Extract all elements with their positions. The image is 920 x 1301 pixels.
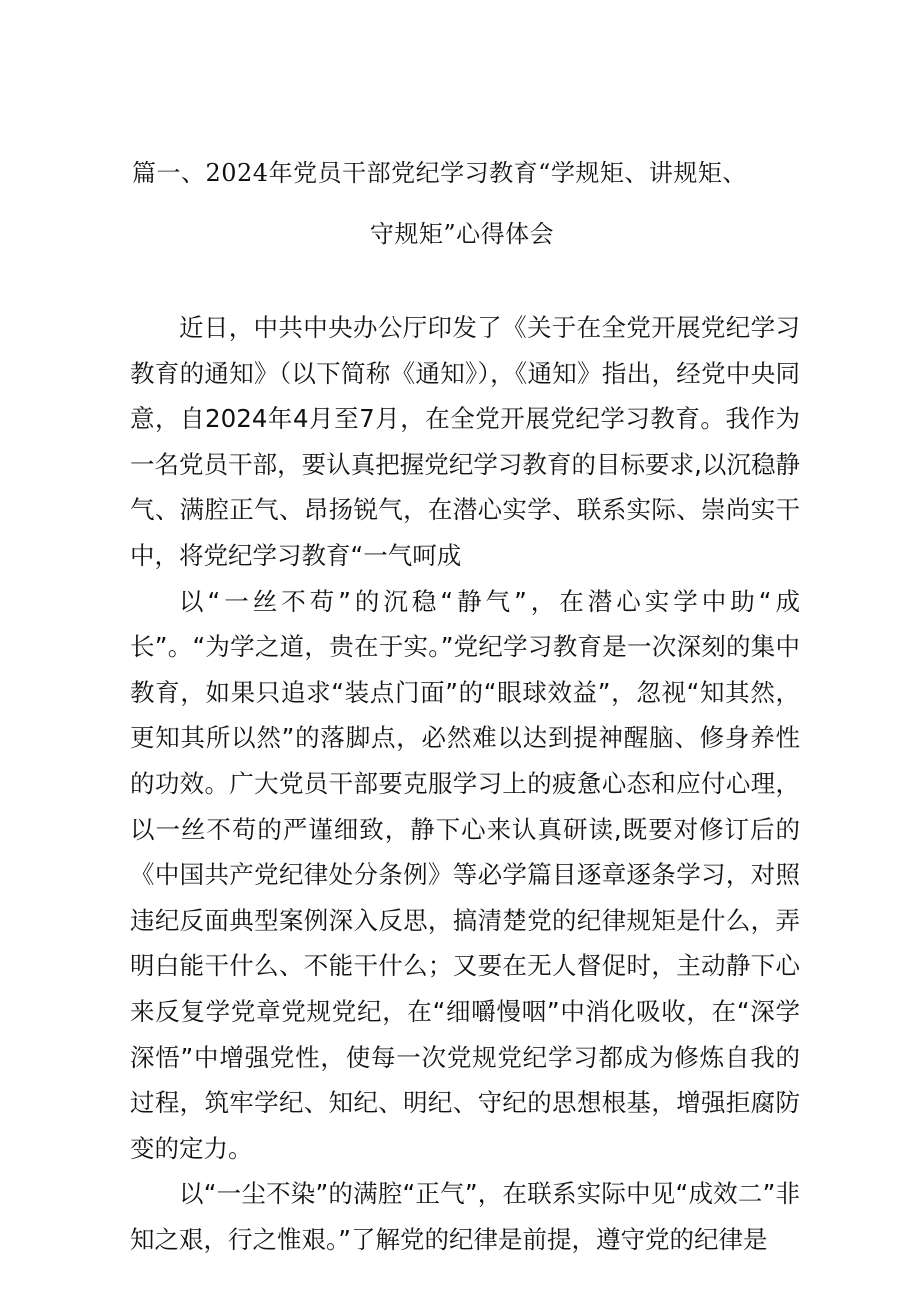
document-title-line-2 — [0, 214, 920, 249]
document-title-line-2-text: 守规矩”心得体会 — [369, 220, 555, 248]
document-body — [130, 305, 800, 1262]
paragraph-upright-spirit: 以“一尘不染”的满腔“正气”，在联系实际中见“成效二”非知之艰，行之惟艰。”了解党的纪律是前提，遵守党的纪律是 — [130, 1179, 800, 1254]
document-title-line-1: 篇一、2024年党员干部党纪学习教育“学规矩、讲规矩、 — [132, 159, 747, 187]
paragraph-intro: 近日，中共中央办公厅印发了《关于在全党开展党纪学习教育的通知》（以下简称《通知》），《通知》指出，经党中央同意，自2024年4月至7月，在全党开展党纪学习教育。我作为一名党员干部，要认真把握党纪学习教育的目标要求,以沉稳静气、满腔正气、昂扬锐气，在潜心实学、联系实际、崇尚实干中，将党纪学习教育“一气呵成 — [130, 313, 800, 570]
paragraph-static-mind: 以“一丝不苟”的沉稳“静气”，在潜心实学中助“成长”。“为学之道，贵在于实。”党纪学习教育是一次深刻的集中教育，如果只追求“装点门面”的“眼球效益”，忽视“知其然，更知其所以然”的落脚点，必然难以达到提神醒脑、修身养性的功效。广大党员干部要克服学习上的疲惫心态和应付心理，以一丝不苟的严谨细致，静下心来认真研读,既要对修订后的《中国共产党纪律处分条例》等必学篇目逐章逐条学习，对照违纪反面典型案例深入反思，搞清楚党的纪律规矩是什么，弄明白能干什么、不能干什么；又要在无人督促时，主动静下心来反复学党章党规党纪，在“细嚼慢咽”中消化吸收，在“深学深悟”中增强党性，使每一次党规党纪学习都成为修炼自我的过程，筑牢学纪、知纪、明纪、守纪的思想根基，增强拒腐防变的定力。 — [130, 586, 800, 1163]
